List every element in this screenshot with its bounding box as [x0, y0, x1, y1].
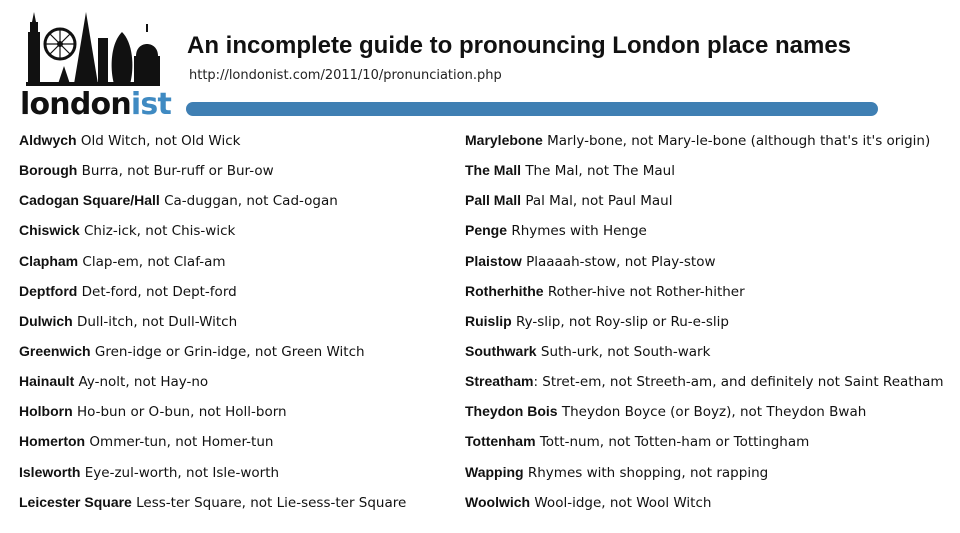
pronunciation: Pal Mal, not Paul Maul — [525, 193, 673, 210]
pronunciation: Chiz-ick, not Chis-wick — [84, 223, 236, 240]
place-name: Homerton — [19, 433, 86, 450]
place-entry — [19, 463, 406, 493]
place-name: Chiswick — [19, 222, 80, 239]
place-name: The Mall — [465, 162, 522, 179]
place-name: Aldwych — [19, 132, 77, 148]
pronunciation: Ho-bun or O-bun, not Holl-born — [76, 404, 287, 421]
pronunciation: Clap-em, not Claf-am — [82, 253, 226, 270]
pronunciation: Rhymes with shopping, not rapping — [527, 464, 769, 481]
place-name: Borough — [19, 162, 78, 179]
pronunciation: Theydon Boyce (or Boyz), not Theydon Bwah — [561, 404, 867, 421]
place-entry — [19, 342, 406, 372]
place-entry — [465, 342, 944, 372]
place-entry — [465, 402, 944, 432]
pronunciation: Less-ter Square, not Lie-sess-ter Square — [136, 494, 407, 511]
place-name: Hainault — [19, 373, 75, 390]
place-name: Rotherhithe — [465, 282, 544, 299]
pronunciation: Marly-bone, not Mary-le-bone (although that's it's origin) — [547, 133, 931, 149]
place-entry — [465, 252, 944, 282]
place-name: Isleworth — [19, 463, 81, 480]
place-entry — [19, 432, 406, 462]
place-entry — [19, 131, 406, 161]
place-entry — [19, 161, 406, 191]
place-name: Wapping — [465, 463, 524, 480]
pronunciation: Dull-itch, not Dull-Witch — [76, 313, 238, 330]
pronunciation: Rother-hive not Rother-hither — [547, 283, 745, 300]
pronunciation: Ommer-tun, not Homer-tun — [89, 434, 274, 451]
place-entry — [465, 131, 944, 161]
place-entry — [465, 191, 944, 221]
place-name: Southwark — [465, 342, 537, 359]
place-name: Holborn — [19, 403, 73, 420]
left-place-list — [19, 131, 406, 523]
place-entry — [465, 221, 944, 251]
place-entry — [465, 372, 944, 402]
place-name: Pall Mall — [465, 192, 522, 209]
place-entry — [465, 432, 944, 462]
pronunciation: Gren-idge or Grin-idge, not Green Witch — [94, 343, 365, 360]
place-name: Clapham — [19, 252, 79, 269]
header-divider — [186, 102, 878, 116]
place-name: Woolwich — [465, 493, 531, 510]
place-name: Leicester Square — [19, 493, 132, 510]
place-entry — [465, 463, 944, 493]
place-entry — [19, 252, 406, 282]
logo-word-london: london — [20, 87, 131, 122]
place-entry — [465, 493, 944, 523]
pronunciation: Wool-idge, not Wool Witch — [534, 494, 712, 511]
pronunciation: Suth-urk, not South-wark — [540, 343, 711, 360]
place-name: Dulwich — [19, 312, 73, 329]
source-url: http://londonist.com/2011/10/pronunciation.php — [189, 68, 502, 83]
place-entry — [19, 312, 406, 342]
place-name: Marylebone — [465, 132, 543, 148]
place-entry — [19, 221, 406, 251]
page-title: An incomplete guide to pronouncing London place names — [187, 32, 852, 59]
place-name: Theydon Bois — [465, 403, 558, 420]
place-name: Streatham — [465, 373, 534, 390]
place-name: Tottenham — [465, 433, 536, 450]
pronunciation: Plaaaah-stow, not Play-stow — [526, 253, 716, 270]
place-entry — [19, 402, 406, 432]
place-entry — [19, 372, 406, 402]
pronunciation: Burra, not Bur-ruff or Bur-ow — [81, 163, 274, 180]
place-entry — [19, 282, 406, 312]
place-entry — [19, 191, 406, 221]
pronunciation: Ay-nolt, not Hay-no — [78, 374, 209, 391]
right-place-list — [465, 131, 944, 523]
pronunciation: The Mal, not The Maul — [525, 163, 675, 180]
place-entry — [465, 282, 944, 312]
pronunciation: Ca-duggan, not Cad-ogan — [164, 193, 338, 210]
pronunciation: Det-ford, not Dept-ford — [81, 283, 237, 300]
place-entry — [465, 161, 944, 191]
londonist-logo — [14, 8, 171, 122]
place-name: Cadogan Square/Hall — [19, 192, 160, 209]
place-name: Plaistow — [465, 252, 522, 269]
place-name: Deptford — [19, 282, 78, 299]
pronunciation: Eye-zul-worth, not Isle-worth — [84, 464, 280, 481]
pronunciation: Rhymes with Henge — [511, 223, 647, 240]
london-skyline-icon — [20, 8, 160, 86]
logo-wordmark — [20, 87, 171, 122]
pronunciation: Old Witch, not Old Wick — [80, 133, 241, 149]
place-name: Ruislip — [465, 312, 512, 329]
logo-word-ist: ist — [130, 87, 171, 122]
pronunciation: : Stret-em, not Streeth-am, and definitely not Saint Reatham — [533, 374, 944, 391]
place-entry — [465, 312, 944, 342]
place-name: Penge — [465, 222, 508, 239]
pronunciation: Tott-num, not Totten-ham or Tottingham — [539, 434, 810, 451]
place-name: Greenwich — [19, 342, 91, 359]
pronunciation: Ry-slip, not Roy-slip or Ru-e-slip — [515, 313, 729, 330]
place-entry — [19, 493, 406, 523]
